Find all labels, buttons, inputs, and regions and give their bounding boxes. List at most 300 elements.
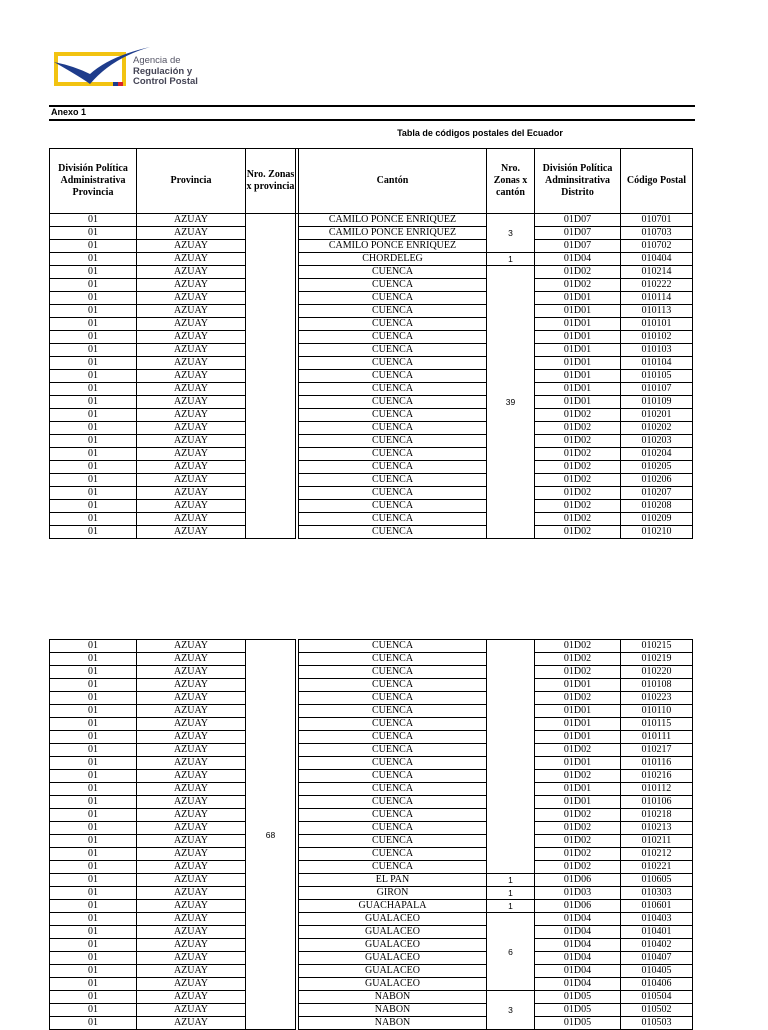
cell-div-prov: 01 [50, 305, 137, 318]
cell-canton: CUENCA [299, 344, 487, 357]
cell-codigo: 010102 [621, 331, 693, 344]
cell-codigo: 010216 [621, 770, 693, 783]
cell-div-dist: 01D01 [535, 370, 621, 383]
cell-div-dist: 01D02 [535, 500, 621, 513]
cell-codigo: 010701 [621, 214, 693, 227]
cell-canton: CUENCA [299, 461, 487, 474]
cell-codigo: 010108 [621, 679, 693, 692]
table-row [50, 744, 693, 757]
cell-div-dist: 01D02 [535, 822, 621, 835]
cell-codigo: 010504 [621, 991, 693, 1004]
cell-canton: CAMILO PONCE ENRIQUEZ [299, 240, 487, 253]
cell-zonas-prov: 68 [246, 640, 296, 1030]
table-row [50, 848, 693, 861]
logo-line-2: Regulación y [133, 65, 193, 77]
cell-div-prov: 01 [50, 679, 137, 692]
header-zonas-prov: Nro. Zonas x provincia [246, 149, 296, 214]
cell-canton: CUENCA [299, 409, 487, 422]
title-rule [49, 119, 695, 121]
cell-provincia: AZUAY [137, 731, 246, 744]
cell-div-prov: 01 [50, 640, 137, 653]
cell-div-dist: 01D07 [535, 214, 621, 227]
cell-div-dist: 01D07 [535, 240, 621, 253]
cell-codigo: 010213 [621, 822, 693, 835]
table-row [50, 331, 693, 344]
cell-div-prov: 01 [50, 926, 137, 939]
cell-provincia: AZUAY [137, 913, 246, 926]
cell-div-prov: 01 [50, 409, 137, 422]
cell-codigo: 010107 [621, 383, 693, 396]
table-row [50, 900, 693, 913]
cell-codigo: 010217 [621, 744, 693, 757]
cell-div-prov: 01 [50, 783, 137, 796]
cell-provincia: AZUAY [137, 835, 246, 848]
cell-provincia: AZUAY [137, 448, 246, 461]
table-row [50, 474, 693, 487]
cell-provincia: AZUAY [137, 783, 246, 796]
cell-canton: GIRON [299, 887, 487, 900]
cell-div-dist: 01D02 [535, 861, 621, 874]
cell-canton: CUENCA [299, 718, 487, 731]
cell-div-prov: 01 [50, 718, 137, 731]
cell-div-prov: 01 [50, 500, 137, 513]
cell-div-prov: 01 [50, 861, 137, 874]
cell-div-dist: 01D03 [535, 887, 621, 900]
cell-div-prov: 01 [50, 965, 137, 978]
cell-canton: CUENCA [299, 370, 487, 383]
table-title: Tabla de códigos postales del Ecuador [397, 128, 563, 138]
cell-canton: CHORDELEG [299, 253, 487, 266]
cell-canton: CAMILO PONCE ENRIQUEZ [299, 227, 487, 240]
cell-codigo: 010114 [621, 292, 693, 305]
cell-div-dist: 01D04 [535, 952, 621, 965]
cell-zonas-canton: 6 [487, 913, 535, 991]
cell-canton: CUENCA [299, 835, 487, 848]
table-row [50, 783, 693, 796]
cell-provincia: AZUAY [137, 513, 246, 526]
cell-div-dist: 01D01 [535, 718, 621, 731]
cell-codigo: 010223 [621, 692, 693, 705]
cell-provincia: AZUAY [137, 435, 246, 448]
cell-codigo: 010303 [621, 887, 693, 900]
table-row [50, 318, 693, 331]
cell-div-dist: 01D05 [535, 991, 621, 1004]
cell-div-prov: 01 [50, 731, 137, 744]
cell-codigo: 010406 [621, 978, 693, 991]
cell-div-prov: 01 [50, 887, 137, 900]
cell-provincia: AZUAY [137, 965, 246, 978]
cell-provincia: AZUAY [137, 692, 246, 705]
cell-div-prov: 01 [50, 513, 137, 526]
cell-div-dist: 01D01 [535, 357, 621, 370]
cell-canton: CUENCA [299, 861, 487, 874]
cell-codigo: 010601 [621, 900, 693, 913]
cell-div-prov: 01 [50, 461, 137, 474]
table-row [50, 939, 693, 952]
cell-canton: CUENCA [299, 422, 487, 435]
cell-div-prov: 01 [50, 757, 137, 770]
cell-canton: CUENCA [299, 357, 487, 370]
cell-codigo: 010221 [621, 861, 693, 874]
cell-div-prov: 01 [50, 240, 137, 253]
table-row [50, 874, 693, 887]
cell-codigo: 010209 [621, 513, 693, 526]
cell-provincia: AZUAY [137, 526, 246, 539]
cell-canton: CUENCA [299, 266, 487, 279]
cell-div-dist: 01D02 [535, 266, 621, 279]
cell-codigo: 010101 [621, 318, 693, 331]
cell-div-prov: 01 [50, 913, 137, 926]
cell-canton: CUENCA [299, 744, 487, 757]
cell-provincia: AZUAY [137, 1004, 246, 1017]
cell-canton: CUENCA [299, 640, 487, 653]
table-row [50, 435, 693, 448]
cell-canton: CUENCA [299, 731, 487, 744]
cell-canton: EL PAN [299, 874, 487, 887]
cell-codigo: 010403 [621, 913, 693, 926]
cell-codigo: 010109 [621, 396, 693, 409]
cell-canton: CUENCA [299, 383, 487, 396]
cell-div-prov: 01 [50, 253, 137, 266]
cell-div-dist: 01D01 [535, 318, 621, 331]
cell-provincia: AZUAY [137, 461, 246, 474]
table-row [50, 487, 693, 500]
header-table [49, 148, 693, 214]
cell-div-prov: 01 [50, 809, 137, 822]
cell-div-prov: 01 [50, 331, 137, 344]
cell-div-prov: 01 [50, 279, 137, 292]
cell-zonas-canton: 1 [487, 900, 535, 913]
cell-div-prov: 01 [50, 705, 137, 718]
cell-div-dist: 01D04 [535, 965, 621, 978]
table-row [50, 214, 693, 227]
cell-div-prov: 01 [50, 1017, 137, 1030]
cell-div-dist: 01D02 [535, 744, 621, 757]
cell-div-dist: 01D06 [535, 874, 621, 887]
cell-codigo: 010502 [621, 1004, 693, 1017]
cell-div-dist: 01D02 [535, 640, 621, 653]
cell-canton: GUALACEO [299, 926, 487, 939]
cell-canton: GUALACEO [299, 913, 487, 926]
cell-provincia: AZUAY [137, 770, 246, 783]
table-row [50, 692, 693, 705]
cell-codigo: 010201 [621, 409, 693, 422]
cell-div-prov: 01 [50, 227, 137, 240]
cell-codigo: 010401 [621, 926, 693, 939]
cell-codigo: 010222 [621, 279, 693, 292]
cell-codigo: 010605 [621, 874, 693, 887]
table-row [50, 1004, 693, 1017]
cell-div-prov: 01 [50, 292, 137, 305]
cell-canton: CUENCA [299, 692, 487, 705]
cell-div-dist: 01D01 [535, 705, 621, 718]
cell-div-dist: 01D01 [535, 292, 621, 305]
postal-table-block-2 [49, 639, 693, 1030]
cell-div-prov: 01 [50, 991, 137, 1004]
table-row [50, 718, 693, 731]
cell-zonas-canton: 1 [487, 874, 535, 887]
cell-div-prov: 01 [50, 848, 137, 861]
cell-codigo: 010205 [621, 461, 693, 474]
table-row [50, 666, 693, 679]
table-row [50, 731, 693, 744]
cell-provincia: AZUAY [137, 396, 246, 409]
table-row [50, 679, 693, 692]
cell-codigo: 010112 [621, 783, 693, 796]
table-row [50, 357, 693, 370]
postal-table-block-1 [49, 213, 693, 539]
cell-codigo: 010116 [621, 757, 693, 770]
cell-div-dist: 01D02 [535, 474, 621, 487]
cell-div-prov: 01 [50, 1004, 137, 1017]
cell-canton: CUENCA [299, 783, 487, 796]
cell-zonas-canton: 39 [487, 266, 535, 539]
cell-zonas-prov [246, 214, 296, 539]
cell-canton: CUENCA [299, 822, 487, 835]
cell-codigo: 010206 [621, 474, 693, 487]
cell-provincia: AZUAY [137, 978, 246, 991]
cell-provincia: AZUAY [137, 214, 246, 227]
cell-canton: CUENCA [299, 435, 487, 448]
cell-div-dist: 01D01 [535, 396, 621, 409]
cell-codigo: 010214 [621, 266, 693, 279]
cell-div-dist: 01D01 [535, 679, 621, 692]
cell-div-dist: 01D04 [535, 926, 621, 939]
cell-provincia: AZUAY [137, 409, 246, 422]
header-codigo: Código Postal [621, 149, 693, 214]
cell-div-dist: 01D02 [535, 409, 621, 422]
cell-codigo: 010220 [621, 666, 693, 679]
header-div-prov: División Política Administrativa Provincia [50, 149, 137, 214]
table-row [50, 253, 693, 266]
cell-div-dist: 01D02 [535, 513, 621, 526]
cell-div-prov: 01 [50, 835, 137, 848]
cell-div-dist: 01D02 [535, 666, 621, 679]
table-row [50, 965, 693, 978]
cell-codigo: 010207 [621, 487, 693, 500]
cell-canton: CUENCA [299, 292, 487, 305]
table-row [50, 240, 693, 253]
cell-div-dist: 01D06 [535, 900, 621, 913]
cell-provincia: AZUAY [137, 861, 246, 874]
table-row [50, 887, 693, 900]
cell-div-prov: 01 [50, 822, 137, 835]
cell-div-dist: 01D01 [535, 331, 621, 344]
cell-provincia: AZUAY [137, 227, 246, 240]
cell-canton: CUENCA [299, 305, 487, 318]
cell-div-dist: 01D01 [535, 305, 621, 318]
cell-canton: NABON [299, 1004, 487, 1017]
table-row [50, 513, 693, 526]
header-canton: Cantón [299, 149, 487, 214]
cell-div-dist: 01D05 [535, 1004, 621, 1017]
annex-label: Anexo 1 [51, 107, 87, 117]
cell-provincia: AZUAY [137, 718, 246, 731]
table-row [50, 1017, 693, 1030]
cell-codigo: 010219 [621, 653, 693, 666]
cell-zonas-canton: 1 [487, 253, 535, 266]
cell-codigo: 010702 [621, 240, 693, 253]
cell-provincia: AZUAY [137, 305, 246, 318]
cell-canton: CUENCA [299, 526, 487, 539]
cell-provincia: AZUAY [137, 952, 246, 965]
cell-provincia: AZUAY [137, 292, 246, 305]
cell-canton: GUALACEO [299, 965, 487, 978]
cell-provincia: AZUAY [137, 640, 246, 653]
cell-provincia: AZUAY [137, 796, 246, 809]
table-row [50, 448, 693, 461]
cell-codigo: 010407 [621, 952, 693, 965]
cell-canton: CUENCA [299, 279, 487, 292]
cell-canton: CUENCA [299, 396, 487, 409]
table-row [50, 344, 693, 357]
cell-div-prov: 01 [50, 978, 137, 991]
cell-div-dist: 01D01 [535, 383, 621, 396]
cell-div-prov: 01 [50, 214, 137, 227]
cell-canton: CUENCA [299, 809, 487, 822]
cell-codigo: 010215 [621, 640, 693, 653]
cell-provincia: AZUAY [137, 318, 246, 331]
logo-line-3: Control Postal [133, 76, 198, 87]
cell-codigo: 010103 [621, 344, 693, 357]
cell-provincia: AZUAY [137, 370, 246, 383]
header-div-dist: División Política Adminsitrativa Distrito [535, 149, 621, 214]
cell-codigo: 010111 [621, 731, 693, 744]
table-row [50, 952, 693, 965]
table-row [50, 705, 693, 718]
cell-provincia: AZUAY [137, 666, 246, 679]
cell-codigo: 010402 [621, 939, 693, 952]
cell-provincia: AZUAY [137, 887, 246, 900]
cell-canton: CUENCA [299, 770, 487, 783]
cell-div-dist: 01D04 [535, 913, 621, 926]
cell-provincia: AZUAY [137, 757, 246, 770]
cell-div-dist: 01D02 [535, 809, 621, 822]
cell-div-prov: 01 [50, 692, 137, 705]
cell-div-prov: 01 [50, 653, 137, 666]
cell-canton: NABON [299, 1017, 487, 1030]
cell-provincia: AZUAY [137, 266, 246, 279]
table-row [50, 461, 693, 474]
header-zonas-canton: Nro. Zonas x cantón [487, 149, 535, 214]
cell-div-dist: 01D02 [535, 770, 621, 783]
cell-provincia: AZUAY [137, 848, 246, 861]
cell-provincia: AZUAY [137, 500, 246, 513]
cell-canton: GUALACEO [299, 939, 487, 952]
table-row [50, 653, 693, 666]
cell-canton: GUALACEO [299, 978, 487, 991]
cell-div-prov: 01 [50, 396, 137, 409]
table-row [50, 292, 693, 305]
cell-codigo: 010211 [621, 835, 693, 848]
cell-div-prov: 01 [50, 383, 137, 396]
cell-div-prov: 01 [50, 939, 137, 952]
cell-zonas-canton: 3 [487, 214, 535, 253]
table-row [50, 926, 693, 939]
cell-provincia: AZUAY [137, 705, 246, 718]
cell-provincia: AZUAY [137, 939, 246, 952]
cell-canton: CUENCA [299, 653, 487, 666]
cell-codigo: 010113 [621, 305, 693, 318]
cell-codigo: 010404 [621, 253, 693, 266]
cell-div-dist: 01D02 [535, 653, 621, 666]
table-row [50, 978, 693, 991]
cell-provincia: AZUAY [137, 422, 246, 435]
cell-div-dist: 01D02 [535, 422, 621, 435]
cell-codigo: 010204 [621, 448, 693, 461]
cell-div-prov: 01 [50, 952, 137, 965]
table-row [50, 796, 693, 809]
cell-canton: CUENCA [299, 796, 487, 809]
cell-div-prov: 01 [50, 370, 137, 383]
table-row [50, 370, 693, 383]
cell-provincia: AZUAY [137, 487, 246, 500]
cell-div-dist: 01D02 [535, 279, 621, 292]
cell-div-prov: 01 [50, 266, 137, 279]
cell-codigo: 010105 [621, 370, 693, 383]
table-row [50, 266, 693, 279]
cell-codigo: 010703 [621, 227, 693, 240]
cell-div-prov: 01 [50, 770, 137, 783]
cell-div-dist: 01D04 [535, 978, 621, 991]
cell-provincia: AZUAY [137, 991, 246, 1004]
table-row [50, 409, 693, 422]
cell-div-dist: 01D02 [535, 692, 621, 705]
cell-div-dist: 01D02 [535, 435, 621, 448]
cell-div-prov: 01 [50, 357, 137, 370]
cell-canton: CUENCA [299, 679, 487, 692]
cell-div-dist: 01D02 [535, 461, 621, 474]
cell-codigo: 010203 [621, 435, 693, 448]
top-rule [49, 105, 695, 107]
table-row [50, 757, 693, 770]
cell-div-dist: 01D01 [535, 731, 621, 744]
table-row [50, 305, 693, 318]
cell-div-dist: 01D02 [535, 835, 621, 848]
table-row [50, 822, 693, 835]
cell-provincia: AZUAY [137, 279, 246, 292]
cell-codigo: 010212 [621, 848, 693, 861]
logo-text [133, 56, 198, 88]
cell-provincia: AZUAY [137, 744, 246, 757]
cell-div-dist: 01D04 [535, 253, 621, 266]
cell-provincia: AZUAY [137, 653, 246, 666]
table-row [50, 396, 693, 409]
cell-div-dist: 01D02 [535, 487, 621, 500]
cell-div-prov: 01 [50, 666, 137, 679]
cell-canton: CUENCA [299, 448, 487, 461]
table-row [50, 991, 693, 1004]
cell-codigo: 010104 [621, 357, 693, 370]
cell-div-prov: 01 [50, 435, 137, 448]
cell-canton: CUENCA [299, 666, 487, 679]
cell-provincia: AZUAY [137, 874, 246, 887]
cell-codigo: 010110 [621, 705, 693, 718]
cell-provincia: AZUAY [137, 357, 246, 370]
cell-zonas-canton: 3 [487, 991, 535, 1030]
cell-div-prov: 01 [50, 474, 137, 487]
cell-div-prov: 01 [50, 318, 137, 331]
cell-div-dist: 01D01 [535, 344, 621, 357]
table-row [50, 835, 693, 848]
cell-zonas-canton: 1 [487, 887, 535, 900]
cell-canton: CUENCA [299, 757, 487, 770]
cell-div-prov: 01 [50, 422, 137, 435]
cell-div-dist: 01D07 [535, 227, 621, 240]
cell-provincia: AZUAY [137, 822, 246, 835]
cell-codigo: 010208 [621, 500, 693, 513]
cell-div-prov: 01 [50, 344, 137, 357]
